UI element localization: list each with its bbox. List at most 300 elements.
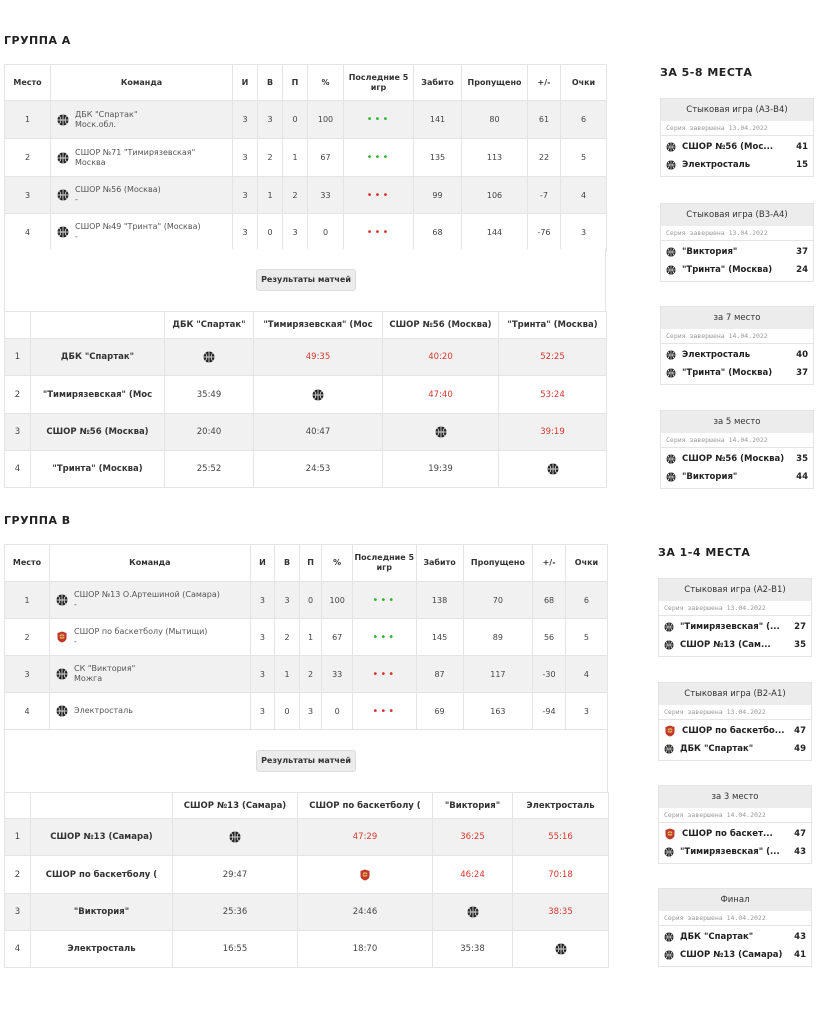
playoff-team-row xyxy=(659,740,811,758)
series-status: Серия завершена 14.04.2022 xyxy=(661,329,813,344)
place: 1 xyxy=(5,101,51,139)
playoff-score: 49 xyxy=(794,744,806,754)
team-name[interactable]: СШОР №56 (Москва) xyxy=(75,185,161,194)
team-cell[interactable] xyxy=(50,619,251,656)
col-header: % xyxy=(322,545,353,582)
points: 3 xyxy=(561,214,607,251)
standings-row xyxy=(5,177,607,214)
playoff-team[interactable]: ДБК "Спартак" xyxy=(680,932,754,942)
playoff-card[interactable] xyxy=(658,578,812,657)
matrix-col-header: СШОР №13 (Самара) xyxy=(173,793,298,819)
conceded: 89 xyxy=(463,619,533,656)
losses: 0 xyxy=(283,101,308,139)
matrix-row xyxy=(5,376,607,414)
series-status: Серия завершена 14.04.2022 xyxy=(661,433,813,448)
diff: 56 xyxy=(533,619,566,656)
playoff-card-title: Стыковая игра (А3-В4) xyxy=(661,99,813,121)
match-score[interactable]: 38:35 xyxy=(513,894,609,931)
playoff-team[interactable]: "Виктория" xyxy=(682,472,738,482)
diff: -94 xyxy=(533,693,566,730)
basketball-icon xyxy=(666,454,676,464)
team-name[interactable]: СШОР по баскетболу (Мытищи) xyxy=(74,627,208,636)
basketball-icon xyxy=(664,622,674,632)
playoff-card[interactable] xyxy=(658,888,812,967)
conceded: 117 xyxy=(463,656,533,693)
series-status: Серия завершена 13.04.2022 xyxy=(661,226,813,241)
playoff-team[interactable]: СШОР по баскетбо... xyxy=(682,726,785,736)
games: 3 xyxy=(250,656,275,693)
playoff-score: 24 xyxy=(796,265,808,275)
playoff-score: 15 xyxy=(796,160,808,170)
match-score[interactable]: 18:70 xyxy=(298,931,433,968)
col-header: +/- xyxy=(528,65,561,101)
matrix-row-team: ДБК "Спартак" xyxy=(31,339,165,376)
win-pct: 67 xyxy=(322,619,353,656)
team-name[interactable]: Электросталь xyxy=(74,706,133,715)
playoff-team[interactable]: "Тринта" (Москва) xyxy=(682,368,773,378)
playoff-team-row xyxy=(661,243,813,261)
playoff-score: 35 xyxy=(796,454,808,464)
win-pct: 67 xyxy=(308,139,344,177)
playoff-team-row xyxy=(659,722,811,740)
playoff-score: 43 xyxy=(794,932,806,942)
team-city: - xyxy=(74,600,77,609)
series-status: Серия завершена 13.04.2022 xyxy=(659,705,811,720)
team-name[interactable]: СШОР №71 "Тимирязевская" xyxy=(75,147,196,157)
conceded: 106 xyxy=(462,177,528,214)
matrix-row-num: 2 xyxy=(5,856,31,894)
standings-row xyxy=(5,214,607,251)
series-status: Серия завершена 13.04.2022 xyxy=(661,121,813,136)
games: 3 xyxy=(250,582,275,619)
col-header: Последние 5 игр xyxy=(344,65,414,101)
team-city: Можга xyxy=(74,674,103,683)
match-score[interactable]: 40:47 xyxy=(254,414,383,451)
places-1-4-title: ЗА 1-4 МЕСТА xyxy=(658,546,751,559)
conceded: 113 xyxy=(462,139,528,177)
team-cell[interactable] xyxy=(50,582,251,619)
match-score[interactable]: 55:16 xyxy=(513,819,609,856)
col-header: Пропущено xyxy=(462,65,528,101)
match-score[interactable]: 20:40 xyxy=(165,414,254,451)
standings-row xyxy=(5,582,608,619)
playoff-team-row xyxy=(661,450,813,468)
match-score[interactable]: 25:36 xyxy=(173,894,298,931)
win-pct: 0 xyxy=(308,214,344,251)
basketball-icon xyxy=(467,906,479,918)
matrix-col-header: "Тимирязевская" (Мос xyxy=(254,312,383,339)
matrix-col-header: СШОР №56 (Москва) xyxy=(383,312,499,339)
matrix-row-num: 3 xyxy=(5,414,31,451)
group-b-title: ГРУППА В xyxy=(4,514,71,527)
match-score[interactable]: 36:25 xyxy=(433,819,513,856)
basketball-icon xyxy=(664,932,674,942)
games: 3 xyxy=(233,101,258,139)
basketball-icon xyxy=(312,389,324,401)
playoff-team[interactable]: СШОР №56 (Москва) xyxy=(682,454,785,464)
playoff-team-row xyxy=(661,346,813,364)
last-5-form: ••• xyxy=(353,656,416,693)
col-header: Очки xyxy=(561,65,607,101)
playoff-score: 44 xyxy=(796,472,808,482)
scored: 145 xyxy=(416,619,463,656)
matrix-row xyxy=(5,856,609,894)
playoff-team-row xyxy=(661,138,813,156)
games: 3 xyxy=(250,693,275,730)
win-pct: 100 xyxy=(308,101,344,139)
matrix-col-header: "Тринта" (Москва) xyxy=(499,312,607,339)
matrix-col-header: СШОР по баскетболу ( xyxy=(298,793,433,819)
playoff-score: 35 xyxy=(794,640,806,650)
matrix-corner xyxy=(31,793,173,819)
matrix-row xyxy=(5,339,607,376)
places-5-8-title: ЗА 5-8 МЕСТА xyxy=(660,66,753,79)
playoff-score: 37 xyxy=(796,368,808,378)
place: 1 xyxy=(5,582,50,619)
col-header: П xyxy=(299,545,322,582)
basketball-icon xyxy=(664,950,674,960)
matrix-row-num: 4 xyxy=(5,931,31,968)
playoff-card-title: за 5 место xyxy=(661,411,813,433)
last-5-form: ••• xyxy=(344,214,414,251)
last-5-form: ••• xyxy=(344,101,414,139)
match-score[interactable]: 35:49 xyxy=(165,376,254,414)
losses: 0 xyxy=(299,582,322,619)
matrix-self-cell xyxy=(298,856,433,894)
diff: 68 xyxy=(533,582,566,619)
losses: 2 xyxy=(299,656,322,693)
basketball-icon xyxy=(666,142,676,152)
matrix-row-num: 4 xyxy=(5,451,31,488)
losses: 1 xyxy=(299,619,322,656)
basketball-icon xyxy=(57,114,69,126)
match-score[interactable]: 53:24 xyxy=(499,376,607,414)
matrix-row xyxy=(5,894,609,931)
matrix-self-cell xyxy=(383,414,499,451)
matrix-row xyxy=(5,931,609,968)
basketball-icon xyxy=(666,265,676,275)
group-a-title: ГРУППА А xyxy=(4,34,71,47)
diff: -30 xyxy=(533,656,566,693)
match-score[interactable]: 25:52 xyxy=(165,451,254,488)
group-b-results-button[interactable]: Результаты матчей xyxy=(256,750,356,772)
matrix-row-num: 1 xyxy=(5,339,31,376)
basketball-icon xyxy=(56,705,68,717)
playoff-team[interactable]: СШОР №13 (Самара) xyxy=(680,950,783,960)
matrix-row-team: "Тринта" (Москва) xyxy=(31,451,165,488)
series-status: Серия завершена 14.04.2022 xyxy=(659,911,811,926)
col-header: Место xyxy=(5,65,51,101)
series-status: Серия завершена 14.04.2022 xyxy=(659,808,811,823)
matrix-row-num: 3 xyxy=(5,894,31,931)
playoff-team[interactable]: СШОР по баскет... xyxy=(682,829,773,839)
playoff-score: 43 xyxy=(794,847,806,857)
diff: -76 xyxy=(528,214,561,251)
playoff-team[interactable]: Электросталь xyxy=(682,160,751,170)
scored: 135 xyxy=(414,139,462,177)
col-header: И xyxy=(233,65,258,101)
playoff-team-row xyxy=(661,364,813,382)
playoff-team[interactable]: Электросталь xyxy=(682,350,751,360)
match-score[interactable]: 19:39 xyxy=(383,451,499,488)
playoff-team-row xyxy=(659,946,811,964)
basketball-icon xyxy=(664,847,674,857)
playoff-card-title: Стыковая игра (В2-А1) xyxy=(659,683,811,705)
win-pct: 0 xyxy=(322,693,353,730)
matrix-row-team: СШОР по баскетболу ( xyxy=(31,856,173,894)
matrix-row-team: "Виктория" xyxy=(31,894,173,931)
match-score[interactable]: 16:55 xyxy=(173,931,298,968)
team-crest-icon xyxy=(664,828,676,840)
win-pct: 100 xyxy=(322,582,353,619)
points: 5 xyxy=(565,619,607,656)
standings-row xyxy=(5,619,608,656)
basketball-icon xyxy=(547,463,559,475)
team-cell[interactable] xyxy=(50,656,251,693)
matrix-corner xyxy=(5,793,31,819)
match-score[interactable]: 47:40 xyxy=(383,376,499,414)
scored: 87 xyxy=(416,656,463,693)
basketball-icon xyxy=(666,350,676,360)
team-city: Моск.обл. xyxy=(75,119,117,129)
team-crest-icon xyxy=(56,631,68,643)
playoff-team[interactable]: СШОР №56 (Мос... xyxy=(682,142,774,152)
basketball-icon xyxy=(203,351,215,363)
conceded: 144 xyxy=(462,214,528,251)
matrix-row-team: "Тимирязевская" (Мос xyxy=(31,376,165,414)
games: 3 xyxy=(233,214,258,251)
playoff-score: 40 xyxy=(796,350,808,360)
playoff-score: 37 xyxy=(796,247,808,257)
standings-row xyxy=(5,656,608,693)
last-5-form: ••• xyxy=(353,582,416,619)
match-score[interactable]: 35:38 xyxy=(433,931,513,968)
basketball-icon xyxy=(666,472,676,482)
team-cell[interactable] xyxy=(51,139,233,177)
basketball-icon xyxy=(666,368,676,378)
playoff-team-row xyxy=(661,156,813,174)
basketball-icon xyxy=(56,668,68,680)
matrix-self-cell xyxy=(433,894,513,931)
matrix-self-cell xyxy=(254,376,383,414)
last-5-form: ••• xyxy=(344,177,414,214)
playoff-team[interactable]: "Тимирязевская" (... xyxy=(680,622,780,632)
match-score[interactable]: 70:18 xyxy=(513,856,609,894)
match-score[interactable]: 24:46 xyxy=(298,894,433,931)
basketball-icon xyxy=(57,189,69,201)
matrix-row xyxy=(5,819,609,856)
basketball-icon xyxy=(666,247,676,257)
playoff-team-row xyxy=(659,928,811,946)
place: 2 xyxy=(5,619,50,656)
matrix-row xyxy=(5,451,607,488)
team-city: - xyxy=(74,637,77,646)
team-city: Москва xyxy=(75,157,106,167)
points: 4 xyxy=(565,656,607,693)
playoff-card-title: Стыковая игра (В3-А4) xyxy=(661,204,813,226)
basketball-icon xyxy=(57,226,69,238)
place: 4 xyxy=(5,693,50,730)
basketball-icon xyxy=(57,152,69,164)
playoff-score: 41 xyxy=(794,950,806,960)
playoff-score: 41 xyxy=(796,142,808,152)
wins: 2 xyxy=(275,619,300,656)
place: 2 xyxy=(5,139,51,177)
group-a-results-area xyxy=(4,249,606,311)
col-header: Пропущено xyxy=(463,545,533,582)
playoff-card[interactable] xyxy=(660,98,814,177)
scored: 68 xyxy=(414,214,462,251)
basketball-icon xyxy=(666,160,676,170)
standings-header xyxy=(5,65,607,101)
wins: 1 xyxy=(258,177,283,214)
playoff-team-row xyxy=(659,825,811,843)
last-5-form: ••• xyxy=(353,693,416,730)
losses: 3 xyxy=(283,214,308,251)
matrix-col-header: Электросталь xyxy=(513,793,609,819)
team-name[interactable]: СШОР №49 "Тринта" (Москва) xyxy=(75,222,201,231)
wins: 3 xyxy=(258,101,283,139)
col-header: Очки xyxy=(565,545,607,582)
col-header: Последние 5 игр xyxy=(353,545,416,582)
playoff-card[interactable] xyxy=(658,682,812,761)
playoff-team[interactable]: "Тимирязевская" (... xyxy=(680,847,780,857)
matrix-corner xyxy=(5,312,31,339)
losses: 2 xyxy=(283,177,308,214)
games: 3 xyxy=(233,139,258,177)
matrix-row-num: 2 xyxy=(5,376,31,414)
matrix-row-team: СШОР №56 (Москва) xyxy=(31,414,165,451)
match-score[interactable]: 52:25 xyxy=(499,339,607,376)
playoff-team-row xyxy=(659,618,811,636)
col-header: +/- xyxy=(533,545,566,582)
col-header: Забито xyxy=(414,65,462,101)
place: 3 xyxy=(5,656,50,693)
playoff-card[interactable] xyxy=(660,306,814,385)
wins: 1 xyxy=(275,656,300,693)
col-header: В xyxy=(258,65,283,101)
basketball-icon xyxy=(664,744,674,754)
group-a-standings xyxy=(4,64,607,251)
group-a-matrix xyxy=(4,311,607,488)
conceded: 80 xyxy=(462,101,528,139)
last-5-form: ••• xyxy=(353,619,416,656)
match-score[interactable]: 47:29 xyxy=(298,819,433,856)
standings-row xyxy=(5,693,608,730)
col-header: И xyxy=(250,545,275,582)
playoff-team[interactable]: ДБК "Спартак" xyxy=(680,744,754,754)
matrix-self-cell xyxy=(513,931,609,968)
matrix-row-team: Электросталь xyxy=(31,931,173,968)
match-score[interactable]: 29:47 xyxy=(173,856,298,894)
scored: 99 xyxy=(414,177,462,214)
playoff-card[interactable] xyxy=(660,410,814,489)
playoff-card-title: за 3 место xyxy=(659,786,811,808)
points: 4 xyxy=(561,177,607,214)
wins: 0 xyxy=(275,693,300,730)
last-5-form: ••• xyxy=(344,139,414,177)
playoff-team-row xyxy=(661,261,813,279)
playoff-card[interactable] xyxy=(658,785,812,864)
team-city: - xyxy=(75,195,78,204)
team-cell[interactable] xyxy=(51,101,233,139)
team-cell[interactable] xyxy=(51,214,233,251)
col-header: В xyxy=(275,545,300,582)
playoff-team[interactable]: "Тринта" (Москва) xyxy=(682,265,773,275)
losses: 1 xyxy=(283,139,308,177)
matrix-row xyxy=(5,414,607,451)
points: 5 xyxy=(561,139,607,177)
matrix-corner xyxy=(31,312,165,339)
games: 3 xyxy=(250,619,275,656)
playoff-card-title: Финал xyxy=(659,889,811,911)
standings-row xyxy=(5,101,607,139)
group-b-results-area xyxy=(4,730,608,792)
col-header: Команда xyxy=(50,545,251,582)
match-score[interactable]: 39:19 xyxy=(499,414,607,451)
wins: 2 xyxy=(258,139,283,177)
wins: 3 xyxy=(275,582,300,619)
playoff-team-row xyxy=(659,843,811,861)
basketball-icon xyxy=(435,426,447,438)
team-name[interactable]: ДБК "Спартак" xyxy=(75,109,138,119)
team-city: - xyxy=(75,232,78,241)
playoff-score: 27 xyxy=(794,622,806,632)
team-name[interactable]: СК "Виктория" xyxy=(74,664,136,673)
scored: 141 xyxy=(414,101,462,139)
match-score[interactable]: 46:24 xyxy=(433,856,513,894)
playoff-score: 47 xyxy=(794,726,806,736)
playoff-team[interactable]: СШОР №13 (Сам... xyxy=(680,640,771,650)
basketball-icon xyxy=(56,594,68,606)
win-pct: 33 xyxy=(308,177,344,214)
playoff-card[interactable] xyxy=(660,203,814,282)
matrix-self-cell xyxy=(499,451,607,488)
group-b-standings xyxy=(4,544,608,730)
col-header: Место xyxy=(5,545,50,582)
team-cell[interactable] xyxy=(51,177,233,214)
points: 6 xyxy=(561,101,607,139)
match-score[interactable]: 24:53 xyxy=(254,451,383,488)
basketball-icon xyxy=(229,831,241,843)
col-header: Забито xyxy=(416,545,463,582)
team-crest-icon xyxy=(359,869,371,881)
team-name[interactable]: СШОР №13 О.Артешиной (Самара) xyxy=(74,590,220,599)
match-score[interactable]: 40:20 xyxy=(383,339,499,376)
matrix-col-header: "Виктория" xyxy=(433,793,513,819)
match-score[interactable]: 49:35 xyxy=(254,339,383,376)
matrix-col-header: ДБК "Спартак" xyxy=(165,312,254,339)
team-cell[interactable] xyxy=(50,693,251,730)
place: 3 xyxy=(5,177,51,214)
games: 3 xyxy=(233,177,258,214)
playoff-score: 47 xyxy=(794,829,806,839)
playoff-card-title: за 7 место xyxy=(661,307,813,329)
group-a-results-button[interactable]: Результаты матчей xyxy=(256,269,356,291)
conceded: 163 xyxy=(463,693,533,730)
matrix-row-num: 1 xyxy=(5,819,31,856)
col-header: П xyxy=(283,65,308,101)
scored: 138 xyxy=(416,582,463,619)
playoff-team[interactable]: "Виктория" xyxy=(682,247,738,257)
team-crest-icon xyxy=(664,725,676,737)
col-header: % xyxy=(308,65,344,101)
matrix-self-cell xyxy=(173,819,298,856)
place: 4 xyxy=(5,214,51,251)
playoff-team-row xyxy=(661,468,813,486)
scored: 69 xyxy=(416,693,463,730)
win-pct: 33 xyxy=(322,656,353,693)
